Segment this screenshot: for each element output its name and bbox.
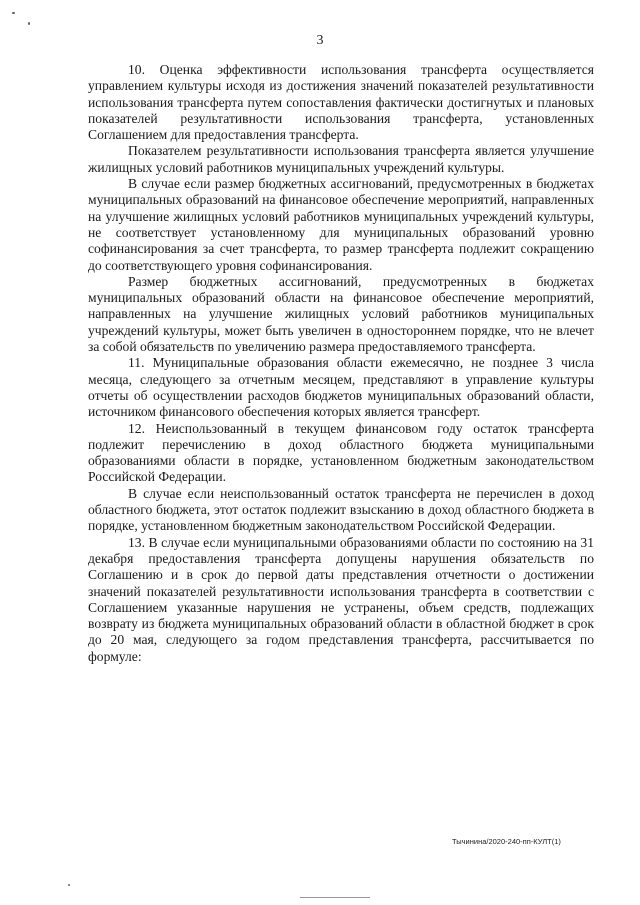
paragraph-10-evaluation: 10. Оценка эффективности использования трансферта осуществляется управлением культуры исходя из достижения значений показателей результативности использования трансферта путем сопоставления фактически достигнутых и плановых показателей результативности использования трансферта, установленных Соглашением для предоставления трансферта. <box>88 62 594 143</box>
paragraph-12-unused-balance: 12. Неиспользованный в текущем финансовом году остаток трансферта подлежит перечислению в доход областного бюджета муниципальными образованиями области в порядке, установленном бюджетным законодательством Российской Федерации. <box>88 420 594 485</box>
paragraph-cofinancing-reduction: В случае если размер бюджетных ассигнований, предусмотренных в бюджетах муниципальных образований на финансовое обеспечение мероприятий, направленных на улучшение жилищных условий работников муниципальных учреждений культуры, не соответствует установленному для муниципальных образований уровню софинансирования за счет трансферта, то размер трансферта подлежит сокращению до соответствующего уровня софинансирования. <box>88 176 594 273</box>
scan-mark-top-left-2 <box>28 22 30 25</box>
bottom-edge-line <box>300 897 370 898</box>
paragraph-11-reporting: 11. Муниципальные образования области ежемесячно, не позднее 3 числа месяца, следующего за отчетным месяцем, представляют в управление культуры отчеты об осуществлении расходов бюджетов муниципальных образований области, источником финансового обеспечения которых является трансферт. <box>88 355 594 420</box>
footer-document-code: Тычинина/2020-240-пп-КУЛТ(1) <box>452 837 561 846</box>
paragraph-balance-recovery: В случае если неиспользованный остаток трансферта не перечислен в доход областного бюджета, этот остаток подлежит взысканию в доход областного бюджета в порядке, установленном бюджетным законодательством Российской Федерации. <box>88 485 594 534</box>
scan-mark-top-left <box>12 12 15 14</box>
scan-mark-bottom-left <box>68 884 70 886</box>
paragraph-allocation-increase: Размер бюджетных ассигнований, предусмотренных в бюджетах муниципальных образований области на финансовое обеспечение мероприятий, направленных на улучшение жилищных условий работников муниципальных учреждений культуры, может быть увеличен в одностороннем порядке, что не влечет за собой обязательств по увеличению размера предоставляемого трансферта. <box>88 273 594 355</box>
paragraph-13-violations: 13. В случае если муниципальными образованиями области по состоянию на 31 декабря предоставления трансферта допущены нарушения обязательств по Соглашению и в срок до первой даты представления отчетности о достижении значений показателей результативности использования трансферта в соответствии с Соглашением указанные нарушения не устранены, объем средств, подлежащих возврату из бюджета муниципальных образований области в областной бюджет в срок до 20 мая, следующего за годом представления трансферта, рассчитывается по формуле: <box>88 534 594 664</box>
document-body <box>88 62 594 665</box>
page-number: 3 <box>316 33 324 48</box>
paragraph-result-indicator: Показателем результативности использования трансферта является улучшение жилищных условий работников муниципальных учреждений культуры. <box>88 143 594 175</box>
